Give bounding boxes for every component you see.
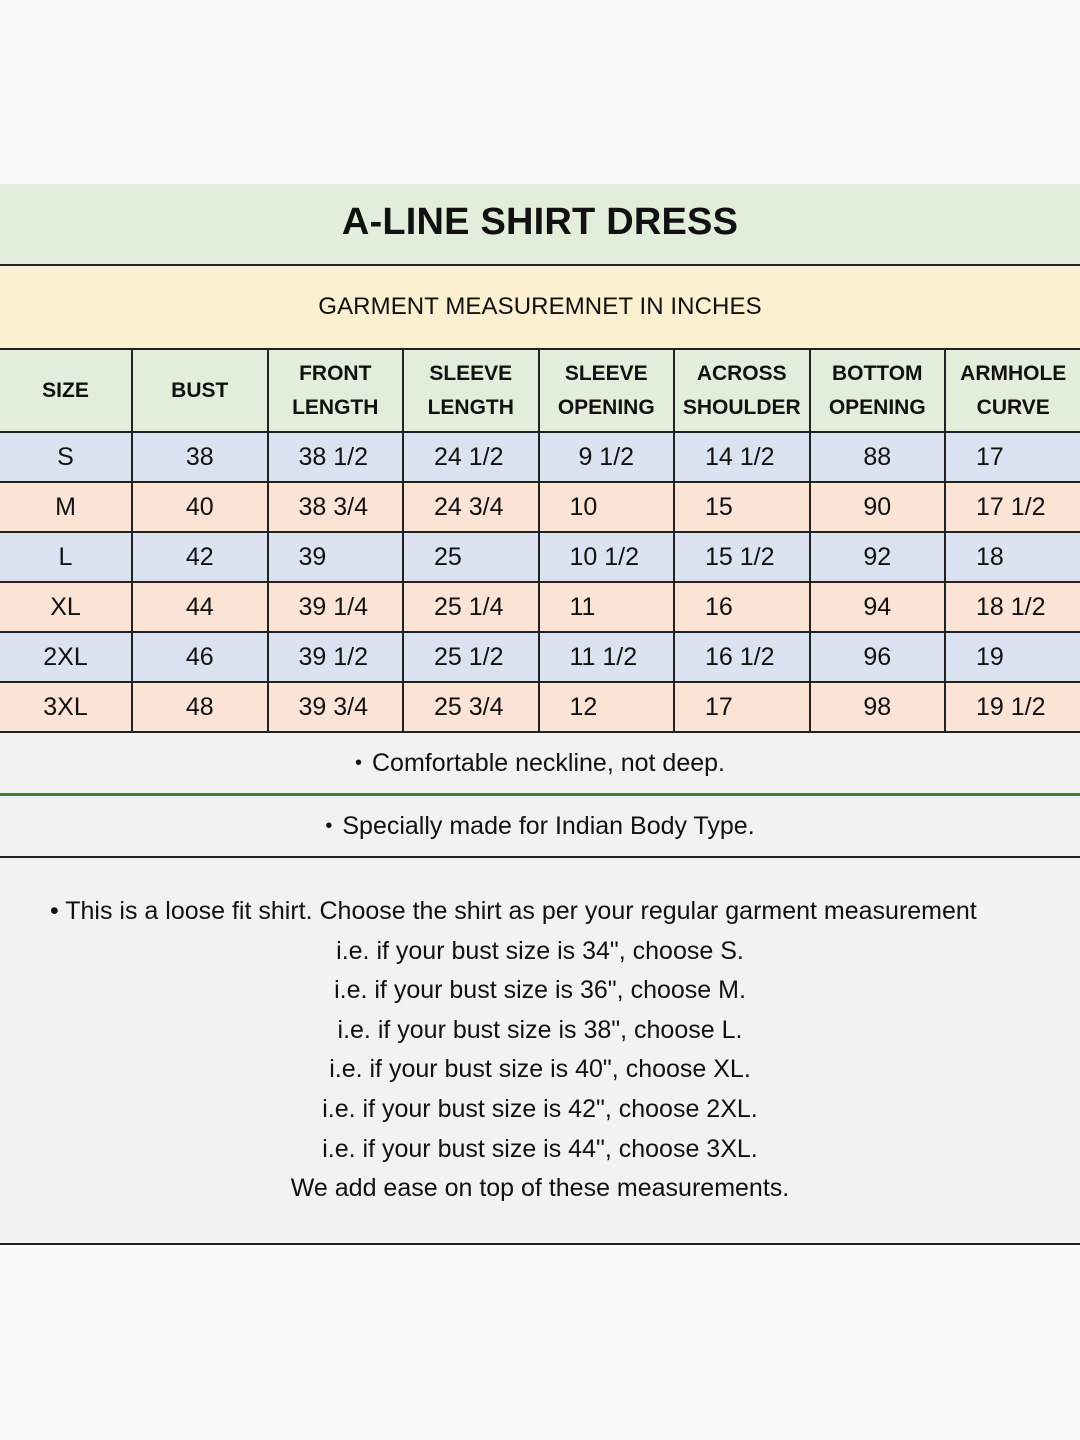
fit-guidance-line: We add ease on top of these measurements.: [290, 1174, 790, 1203]
table-row: [0, 682, 1080, 732]
cell-sleeve-opening: 10 1/2: [539, 532, 675, 582]
cell-front-length: 38 1/2: [268, 432, 404, 482]
cell-bottom-opening: 94: [810, 582, 946, 632]
fit-guidance-line: i.e. if your bust size is 38", choose L.: [337, 1015, 743, 1044]
header-bottom-opening: BOTTOM OPENING: [810, 350, 946, 432]
cell-front-length: 38 3/4: [268, 482, 404, 532]
cell-size: S: [0, 432, 132, 482]
title-band: [0, 184, 1080, 266]
cell-sleeve-opening: 12: [539, 682, 675, 732]
cell-front-length: 39 1/2: [268, 632, 404, 682]
fit-guidance-line: i.e. if your bust size is 36", choose M.: [334, 976, 746, 1005]
cell-armhole-curve: 19: [945, 632, 1080, 682]
header-armhole-curve: ARMHOLE CURVE: [945, 350, 1080, 432]
cell-size: L: [0, 532, 132, 582]
fit-guidance-line: i.e. if your bust size is 34", choose S.: [336, 936, 744, 965]
cell-armhole-curve: 17 1/2: [945, 482, 1080, 532]
cell-bottom-opening: 90: [810, 482, 946, 532]
note-neckline-text: Comfortable neckline, not deep.: [372, 748, 725, 777]
cell-sleeve-length: 24 3/4: [403, 482, 539, 532]
table-row: [0, 532, 1080, 582]
chart-title: A-LINE SHIRT DRESS: [341, 200, 739, 243]
header-bust: BUST: [132, 350, 268, 432]
subtitle-band: [0, 266, 1080, 350]
table-row: [0, 582, 1080, 632]
cell-armhole-curve: 18: [945, 532, 1080, 582]
fit-guidance: [0, 858, 1080, 1245]
cell-bust: 46: [132, 632, 268, 682]
cell-across-shoulder: 15 1/2: [674, 532, 810, 582]
cell-bust: 40: [132, 482, 268, 532]
header-across-shoulder: ACROSS SHOULDER: [674, 350, 810, 432]
cell-armhole-curve: 17: [945, 432, 1080, 482]
note-body-type: [0, 796, 1080, 858]
cell-sleeve-length: 25 1/4: [403, 582, 539, 632]
cell-sleeve-length: 25: [403, 532, 539, 582]
cell-sleeve-opening: 11 1/2: [539, 632, 675, 682]
cell-size: XL: [0, 582, 132, 632]
cell-bottom-opening: 92: [810, 532, 946, 582]
cell-front-length: 39: [268, 532, 404, 582]
cell-size: M: [0, 482, 132, 532]
size-chart: [0, 184, 1080, 1245]
fit-guidance-line: i.e. if your bust size is 42", choose 2XL.: [322, 1094, 758, 1123]
table-row: [0, 432, 1080, 482]
header-size: SIZE: [0, 350, 132, 432]
note-neckline: [0, 733, 1080, 796]
cell-bottom-opening: 98: [810, 682, 946, 732]
cell-bust: 48: [132, 682, 268, 732]
cell-bottom-opening: 96: [810, 632, 946, 682]
cell-size: 3XL: [0, 682, 132, 732]
measurement-table: [0, 350, 1080, 733]
header-sleeve-opening: SLEEVE OPENING: [539, 350, 675, 432]
cell-front-length: 39 1/4: [268, 582, 404, 632]
cell-across-shoulder: 14 1/2: [674, 432, 810, 482]
chart-subtitle: GARMENT MEASUREMNET IN INCHES: [318, 293, 762, 320]
cell-across-shoulder: 17: [674, 682, 810, 732]
fit-guidance-intro: • This is a loose fit shirt. Choose the shirt as per your regular garment measurement: [50, 897, 977, 925]
cell-armhole-curve: 19 1/2: [945, 682, 1080, 732]
cell-sleeve-length: 25 3/4: [403, 682, 539, 732]
cell-sleeve-length: 24 1/2: [403, 432, 539, 482]
cell-sleeve-opening: 9 1/2: [539, 432, 675, 482]
cell-sleeve-opening: 11: [539, 582, 675, 632]
cell-front-length: 39 3/4: [268, 682, 404, 732]
fit-guidance-line: i.e. if your bust size is 40", choose XL.: [329, 1055, 751, 1084]
bullet-icon: •: [354, 751, 362, 774]
cell-size: 2XL: [0, 632, 132, 682]
cell-bottom-opening: 88: [810, 432, 946, 482]
cell-bust: 38: [132, 432, 268, 482]
bullet-icon: •: [325, 814, 333, 837]
cell-sleeve-opening: 10: [539, 482, 675, 532]
header-sleeve-length: SLEEVE LENGTH: [403, 350, 539, 432]
cell-across-shoulder: 16: [674, 582, 810, 632]
cell-across-shoulder: 15: [674, 482, 810, 532]
table-row: [0, 482, 1080, 532]
cell-across-shoulder: 16 1/2: [674, 632, 810, 682]
header-front-length: FRONT LENGTH: [268, 350, 404, 432]
cell-armhole-curve: 18 1/2: [945, 582, 1080, 632]
cell-sleeve-length: 25 1/2: [403, 632, 539, 682]
cell-bust: 44: [132, 582, 268, 632]
table-header-row: [0, 350, 1080, 432]
cell-bust: 42: [132, 532, 268, 582]
note-body-type-text: Specially made for Indian Body Type.: [342, 811, 755, 840]
fit-guidance-line: i.e. if your bust size is 44", choose 3XL.: [322, 1134, 758, 1163]
table-row: [0, 632, 1080, 682]
